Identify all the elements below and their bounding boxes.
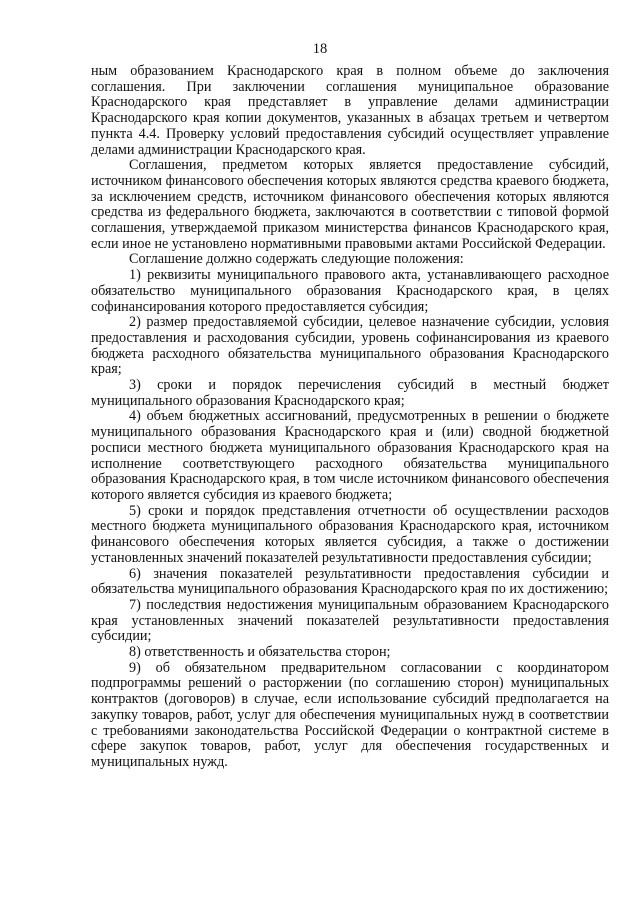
page-number: 18 (312, 41, 328, 57)
list-item-5: 5) сроки и порядок представления отчетности об осуществлении расходов местного бюджета муниципального образования Краснодарского края, источником финансового обеспечения которых является субсидия, а также о достижении установленных значений показателей результативности предоставления субсидии; (91, 502, 609, 566)
list-item-4: 4) объем бюджетных ассигнований, предусмотренных в решении о бюджете муниципального образования Краснодарского края и (или) сводной бюджетной росписи местного бюджета муниципального образования Краснодарского края на исполнение соответствующего расходного обязательства муниципального образования Краснодарского края, в том числе источником финансового обеспечения которого является субсидия из краевого бюджета; (91, 408, 609, 503)
list-item-8: 8) ответственность и обязательства сторон; (129, 644, 391, 661)
paragraph-continuation: ным образованием Краснодарского края в полном объеме до заключения соглашения. При заключении соглашения муниципальное образование Краснодарского края представляет в управление делами администрации Краснодарского края копии документов, указанных в абзацах третьем и четвертом пункта 4.4. Проверку условий предоставления субсидий осуществляет управление делами администрации Краснодарского края. (91, 63, 609, 158)
list-item-1: 1) реквизиты муниципального правового акта, устанавливающего расходное обязательство муниципального образования Краснодарского края, в целях софинансирования которого предоставляется субсидия; (91, 267, 609, 315)
paragraph-provisions-intro: Соглашение должно содержать следующие положения: (129, 251, 464, 268)
list-item-3: 3) сроки и порядок перечисления субсидий в местный бюджет муниципального образования Краснодарского края; (91, 377, 609, 409)
list-item-7: 7) последствия недостижения муниципальным образованием Краснодарского края установленных значений показателей результативности предоставления субсидии; (91, 596, 609, 645)
list-item-6: 6) значения показателей результативности предоставления субсидии и обязательства муниципального образования Краснодарского края по их достижению; (91, 565, 609, 598)
body-text (91, 64, 609, 771)
list-item-9: 9) об обязательном предварительном согласовании с координатором подпрограммы решений о расторжении (по соглашению сторон) муниципальных контрактов (договоров) в случае, если использование субсидий предполагается на закупку товаров, работ, услуг для обеспечения муниципальных нужд в соответствии с требованиями законодательства Российской Федерации о контрактной системе в сфере закупок товаров, работ, услуг для обеспечения государственных и муниципальных нужд. (91, 659, 609, 770)
paragraph-agreements: Соглашения, предметом которых является предоставление субсидий, источником финансового обеспечения которых являются средства краевого бюджета, за исключением средств, источником финансового обеспечения которых являются средства из федерального бюджета, заключаются в соответствии с типовой формой соглашения, утверждаемой приказом министерства финансов Краснодарского края, если иное не установлено нормативными правовыми актами Российской Федерации. (91, 157, 609, 252)
list-item-2: 2) размер предоставляемой субсидии, целевое назначение субсидии, условия предоставления и расходования субсидии, уровень софинансирования из краевого бюджета расходного обязательства муниципального образования Краснодарского края; (91, 314, 609, 378)
